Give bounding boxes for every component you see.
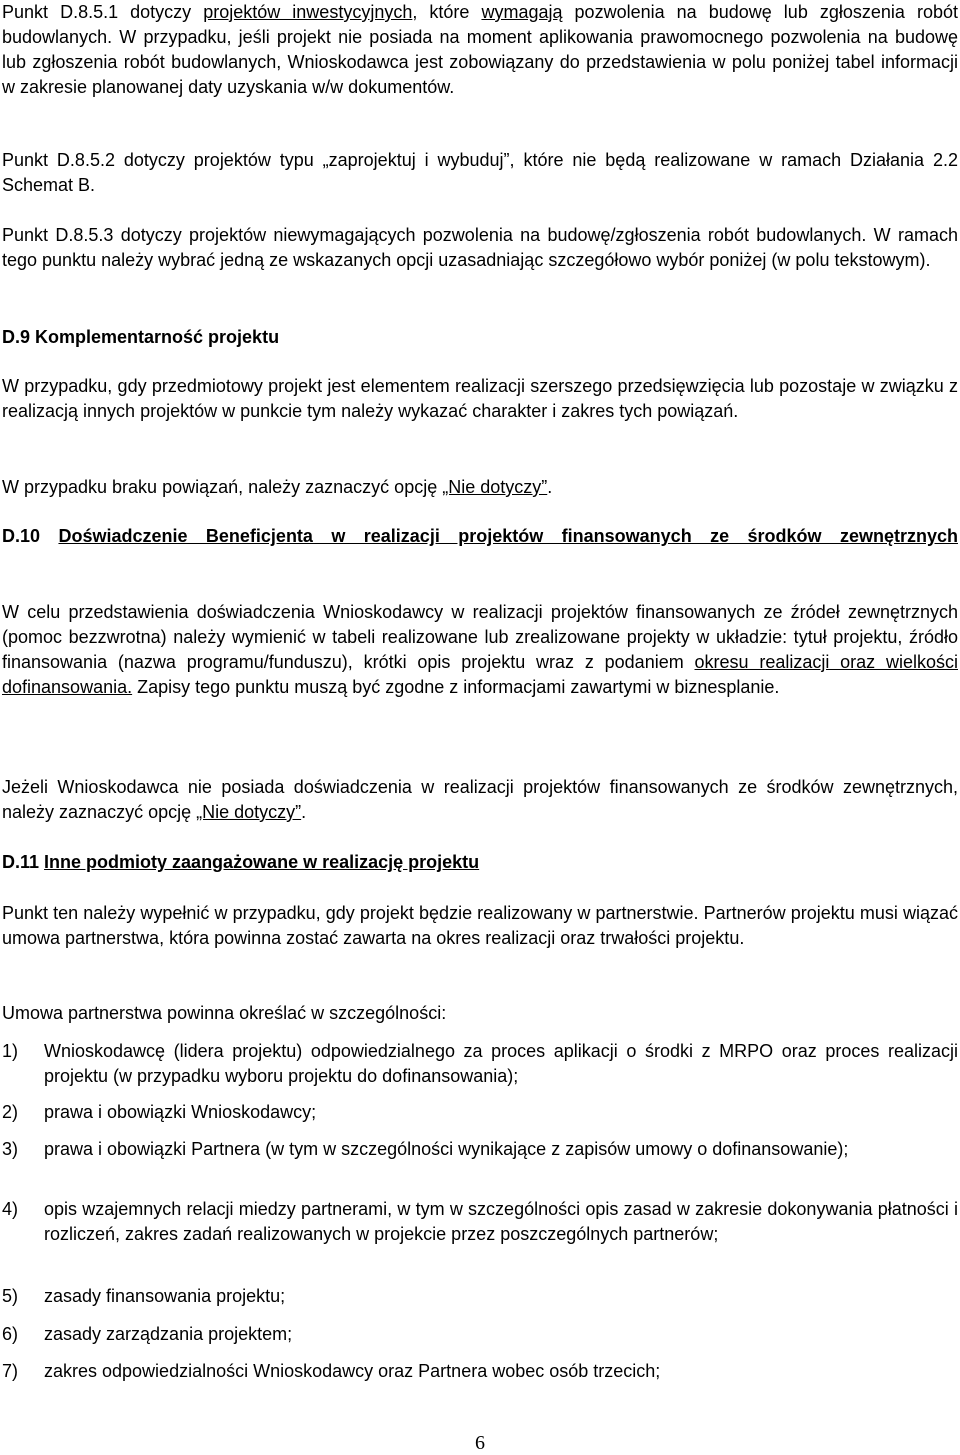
heading-text: Doświadczenie Beneficjenta w realizacji projektów finansowanych ze środków zewnętrznych: [58, 526, 958, 546]
list-number: 6): [2, 1324, 19, 1344]
paragraph-d11-1: [2, 901, 958, 951]
list-text: zasady finansowania projektu;: [44, 1286, 286, 1306]
link-nie-dotyczy[interactable]: „Nie dotyczy”: [442, 477, 548, 497]
list-item: [2, 1137, 958, 1162]
text: Punkt D.8.5.2 dotyczy projektów typu „zaprojektuj i wybuduj”, które nie będą realizowane w ramach Działania 2.2 Schemat B.: [2, 150, 958, 195]
list-number: 4): [2, 1199, 19, 1219]
text: .: [547, 477, 553, 497]
paragraph-d11-2: [2, 1001, 958, 1026]
link-nie-dotyczy[interactable]: „Nie dotyczy”: [196, 802, 302, 822]
list-item: [2, 1100, 958, 1125]
text: Umowa partnerstwa powinna określać w szczególności:: [2, 1003, 447, 1023]
heading-d11: [2, 850, 958, 875]
list-number: 7): [2, 1361, 19, 1381]
list-number: 2): [2, 1102, 19, 1122]
list-item: [2, 1359, 958, 1384]
link-projekty-inwestycyjne[interactable]: projektów inwestycyjnych: [203, 2, 413, 22]
list-text: zakres odpowiedzialności Wnioskodawcy oraz Partnera wobec osób trzecich;: [44, 1361, 661, 1381]
list-text: prawa i obowiązki Wnioskodawcy;: [44, 1102, 317, 1122]
text: Punkt D.8.5.1 dotyczy: [2, 2, 204, 22]
heading-text: Inne podmioty zaangażowane w realizację projektu: [44, 852, 480, 872]
heading-d9: [2, 325, 958, 350]
list-item: [2, 1322, 958, 1347]
text: Punkt D.8.5.3 dotyczy projektów niewymagających pozwolenia na budowę/zgłoszenia robót budowlanych. W ramach tego punktu należy wybrać jedną ze wskazanych opcji uzasadniając szczegółowo wybór poniżej (w polu tekstowym).: [2, 225, 958, 270]
list-item: [2, 1039, 958, 1089]
list-number: 3): [2, 1139, 19, 1159]
page-number: 6: [475, 1432, 485, 1454]
list-item: [2, 1284, 958, 1309]
list-text: prawa i obowiązki Partnera (w tym w szczególności wynikające z zapisów umowy o dofinansowanie);: [44, 1139, 849, 1159]
text: Zapisy tego punktu muszą być zgodne z informacjami zawartymi w biznesplanie.: [132, 677, 780, 697]
paragraph-d8-5-1: [2, 0, 958, 100]
underlined-text: okresu realizacji oraz wielkości dofinansowania.: [2, 652, 958, 697]
list-text: zasady zarządzania projektem;: [44, 1324, 293, 1344]
paragraph-d8-5-3: [2, 223, 958, 273]
heading-text: D.9 Komplementarność projektu: [2, 327, 280, 347]
text: Jeżeli Wnioskodawca nie posiada doświadczenia w realizacji projektów finansowanych ze środków zewnętrznych, należy zaznaczyć opcję: [2, 777, 958, 822]
paragraph-d8-5-2: [2, 148, 958, 198]
text: W celu przedstawienia doświadczenia Wnioskodawcy w realizacji projektów finansowanych ze źródeł zewnętrznych (pomoc bezzwrotna) należy wymienić w tabeli realizowane lub zrealizowane projekty w układzie: tytuł projektu, źródło finansowania (nazwa programu/funduszu), krótki opis projektu wraz z podaniem: [2, 602, 958, 672]
text: W przypadku braku powiązań, należy zaznaczyć opcję: [2, 477, 443, 497]
text: pozwolenia na budowę lub zgłoszenia robót budowlanych. W przypadku, jeśli projekt nie posiada na moment aplikowania prawomocnego pozwolenia na budowę lub zgłoszenia robót budowlanych, Wnioskodawca jest zobowiązany do przedstawienia w polu poniżej tabel informacji w zakresie planowanej daty uzyskania w/w dokumentów.: [2, 2, 958, 97]
paragraph-d10-2: [2, 775, 958, 825]
list-number: 5): [2, 1286, 19, 1306]
list-number: 1): [2, 1041, 19, 1061]
heading-number: D.10: [2, 526, 41, 546]
heading-d10: [2, 524, 958, 549]
text: W przypadku, gdy przedmiotowy projekt jest elementem realizacji szerszego przedsięwzięcia lub pozostaje w związku z realizacją innych projektów w punkcie tym należy wykazać charakter i zakres tych powiązań.: [2, 376, 958, 421]
list-text: Wnioskodawcę (lidera projektu) odpowiedzialnego za proces aplikacji o środki z MRPO oraz proces realizacji projektu (w przypadku wyboru projektu do dofinansowania);: [44, 1041, 958, 1086]
list-text: opis wzajemnych relacji miedzy partnerami, w tym w szczególności opis zasad w zakresie dokonywania płatności i rozliczeń, zakres zadań realizowanych w projekcie przez poszczególnych partnerów;: [44, 1199, 958, 1244]
paragraph-d9-1: [2, 374, 958, 424]
text: .: [301, 802, 307, 822]
heading-number: D.11: [2, 852, 40, 872]
paragraph-d9-2: [2, 475, 958, 500]
text: Punkt ten należy wypełnić w przypadku, gdy projekt będzie realizowany w partnerstwie. Partnerów projektu musi wiązać umowa partnerstwa, która powinna zostać zawarta na okres realizacji oraz trwałości projektu.: [2, 903, 958, 948]
paragraph-d10-1: [2, 600, 958, 700]
list-item: [2, 1197, 958, 1247]
link-wymagaja[interactable]: wymagają: [481, 2, 563, 22]
text: , które: [412, 2, 482, 22]
